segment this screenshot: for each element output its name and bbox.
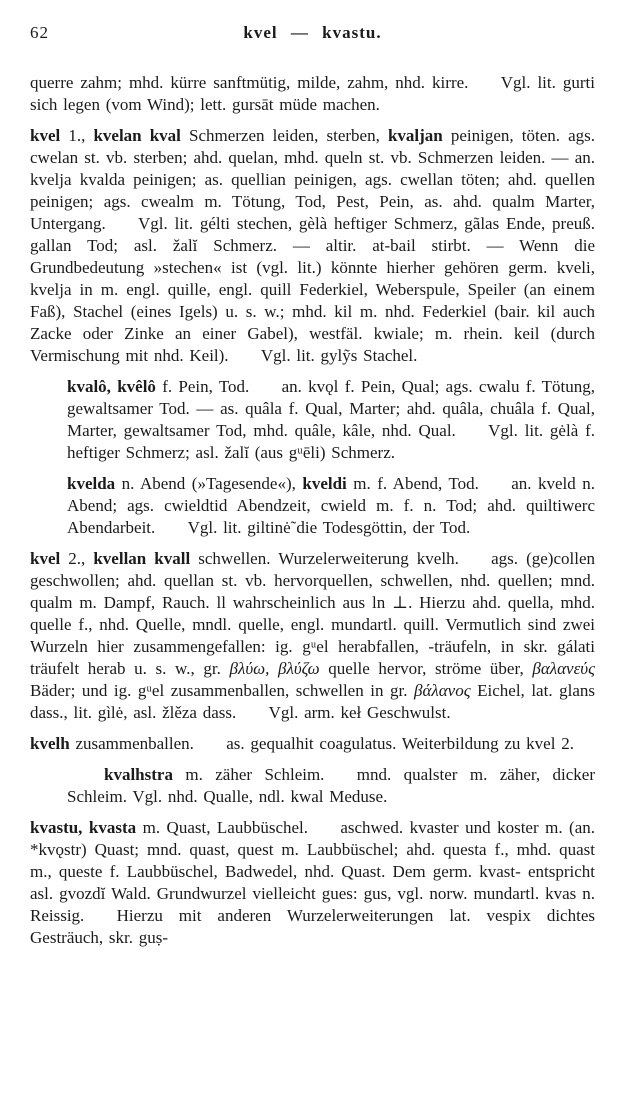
- wide-space-gap: [84, 920, 116, 921]
- wide-space-gap: [236, 717, 268, 718]
- entry-text: an. kveld n. Abend; ags. cwieldtid Abendzeit, cwield m. f. n. Tod; ahd. quiltiwerc Abendarbeit.: [67, 474, 595, 537]
- entry-text: an. kvǫl f. Pein, Qual; ags. cwalu f. Tötung, gewaltsamer Tod. — as. quâla f. Qual, Marter; ahd. quâla, chuâla f. Qual, Marter, gewaltsamer Tod, mhd. quâle, kâle, nhd. Qual.: [67, 377, 595, 440]
- entry-text: ags. (ge)collen geschwollen; ahd. quellan st. vb. hervorquellen, schwellen, nhd. quellen; mnd. qualm m. Dampf, Rauch. ll wahrscheinlich aus ln ⊥. Hierzu ahd. quella, mhd. quelle f., nhd. Quelle, mndl. quelle, engl. mundartl. quill. Vermutlich sind zwei Wurzeln hier zusammengefallen: ig. gᵘel herabfallen, -träufeln, in skr. gálati träufelt herab u. s. w., gr.: [30, 549, 595, 678]
- entry-headword: kvalhstra: [104, 765, 173, 784]
- wide-space-gap: [106, 228, 138, 229]
- entry-headword: kvalô, kvêlô: [67, 377, 156, 396]
- entry-text: βλύω, βλύζω: [229, 659, 320, 678]
- wide-space-gap: [479, 488, 511, 489]
- entry-headword: kvaljan: [387, 126, 443, 145]
- wide-space-gap: [229, 360, 261, 361]
- entry-text: schwellen. Wurzelerweiterung kvelh.: [190, 549, 459, 568]
- entry-text: 1.,: [60, 126, 94, 145]
- wide-space-gap: [324, 779, 356, 780]
- entry-text: Vgl. lit. gylỹs Stachel.: [260, 346, 418, 365]
- wide-space-gap: [468, 87, 500, 88]
- entry-text: querre zahm; mhd. kürre sanftmütig, milde, zahm, nhd. kirre.: [30, 73, 469, 92]
- entry-text: aschwed. kvaster und koster m. (an. *kvǫstr) Quast; mnd. quast, quest m. Laubbüschel; ahd. questa f., mhd. quast m., queste f. Laubbüschel, Badwedel, nhd. Quast. Dem germ. kvast- entspricht asl. gvozdĭ Wald. Grundwurzel vielleicht gues: gus, vgl. norw. mundartl. kvas n. Reissig.: [30, 818, 595, 925]
- entry-text: Vgl. lit. gélti stechen, gèlà heftiger Schmerz, gãlas Ende, preuß. gallan Tod; asl. žalĭ Schmerz. — altir. at-bail stirbt. — Wenn die Grundbedeutung »stechen« ist (vgl. lit.) könnte hierher gehören germ. kveli, kvelja in m. engl. quille, engl. quill Federkiel, Weberspule, Speiler (an einem Faß), Stachel (eines Igels) u. s. w.; mhd. kil m. nhd. Federkiel (bair. kil auch Zacke oder Zinke an einer Gabel), westfäl. kwiale; m. rhein. keil (durch Vermischung mit nhd. Keil).: [30, 214, 595, 365]
- dictionary-entry: [67, 473, 595, 539]
- entry-text: as. gequalhit coagulatus. Weiterbildung zu kvel 2.: [226, 734, 574, 753]
- entry-headword: kvelan kval: [93, 126, 181, 145]
- entry-headword: kvelh: [30, 734, 70, 753]
- entry-headword: kvel: [30, 126, 61, 145]
- entry-headword: kvelda: [67, 474, 116, 493]
- dictionary-entry: [30, 733, 595, 755]
- entry-headword: kvastu, kvasta: [30, 818, 137, 837]
- entry-text: βάλανος: [413, 681, 471, 700]
- entry-text: 2.,: [60, 549, 94, 568]
- entry-text: mnd. qualster m. zäher, dicker Schleim. Vgl. nhd. Qualle, ndl. kwal Meduse.: [67, 765, 595, 806]
- entry-text: βαλανεύς: [532, 659, 595, 678]
- entry-text: n. Abend (»Tagesende«),: [115, 474, 303, 493]
- dictionary-entry: [30, 548, 595, 724]
- dictionary-entry: [30, 125, 595, 367]
- entry-text: m. zäher Schleim.: [172, 765, 325, 784]
- wide-space-gap: [155, 532, 187, 533]
- entry-text: f. Pein, Tod.: [155, 377, 250, 396]
- running-head: kvel — kvastu.: [243, 23, 382, 42]
- entry-text: zusammenballen.: [69, 734, 194, 753]
- entry-text: Vgl. lit. gėlà f. heftiger Schmerz; asl. žalĭ (aus gᵘēli) Schmerz.: [67, 421, 595, 462]
- entry-text: Hierzu mit anderen Wurzelerweiterungen lat. vespix dichtes Gesträuch, skr. guṣ-: [30, 906, 595, 947]
- entry-text: m. f. Abend, Tod.: [346, 474, 479, 493]
- dictionary-entry: [30, 817, 595, 949]
- dictionary-entry: [67, 376, 595, 464]
- entry-text: Vgl. lit. gurti sich legen (vom Wind); lett. gursāt müde machen.: [30, 73, 595, 114]
- entry-headword: kveldi: [302, 474, 347, 493]
- entry-text: m. Quast, Laubbüschel.: [136, 818, 309, 837]
- entry-text: Vgl. arm. keł Geschwulst.: [268, 703, 451, 722]
- dictionary-entry: [30, 72, 595, 116]
- entry-headword: kvel: [30, 549, 61, 568]
- page-number: 62: [30, 23, 49, 42]
- entry-text: peinigen, töten. ags. cwelan st. vb. sterben; ahd. quelan, mhd. queln st. vb. Schmerzen leiden. — an. kvelja kvalda peinigen; as. quellian peinigen, ags. cwellan töten; ahd. quellen peinigen; ags. cwealm m. Tötung, Tod, Pest, Pein, as. ahd. qualm Marter, Untergang.: [30, 126, 596, 233]
- entry-text: Bäder; und ig. gᵘel zusammenballen, schwellen in gr.: [30, 681, 414, 700]
- wide-space-gap: [249, 391, 281, 392]
- entry-text: Schmerzen leiden, sterben,: [180, 126, 388, 145]
- entry-text: quelle hervor, ströme über,: [319, 659, 533, 678]
- page-header: [30, 20, 595, 46]
- entries: [30, 72, 595, 949]
- dictionary-entry: [67, 764, 595, 808]
- entry-headword: kvellan kvall: [93, 549, 191, 568]
- wide-space-gap: [194, 748, 226, 749]
- wide-space-gap: [459, 563, 491, 564]
- wide-space-gap: [308, 832, 340, 833]
- wide-space-gap: [456, 435, 488, 436]
- entry-text: Vgl. lit. giltinė̃ die Todesgöttin, der Tod.: [187, 518, 471, 537]
- entry-text: Eichel, lat. glans dass., lit. gìlė, asl. žlěza dass.: [30, 681, 595, 722]
